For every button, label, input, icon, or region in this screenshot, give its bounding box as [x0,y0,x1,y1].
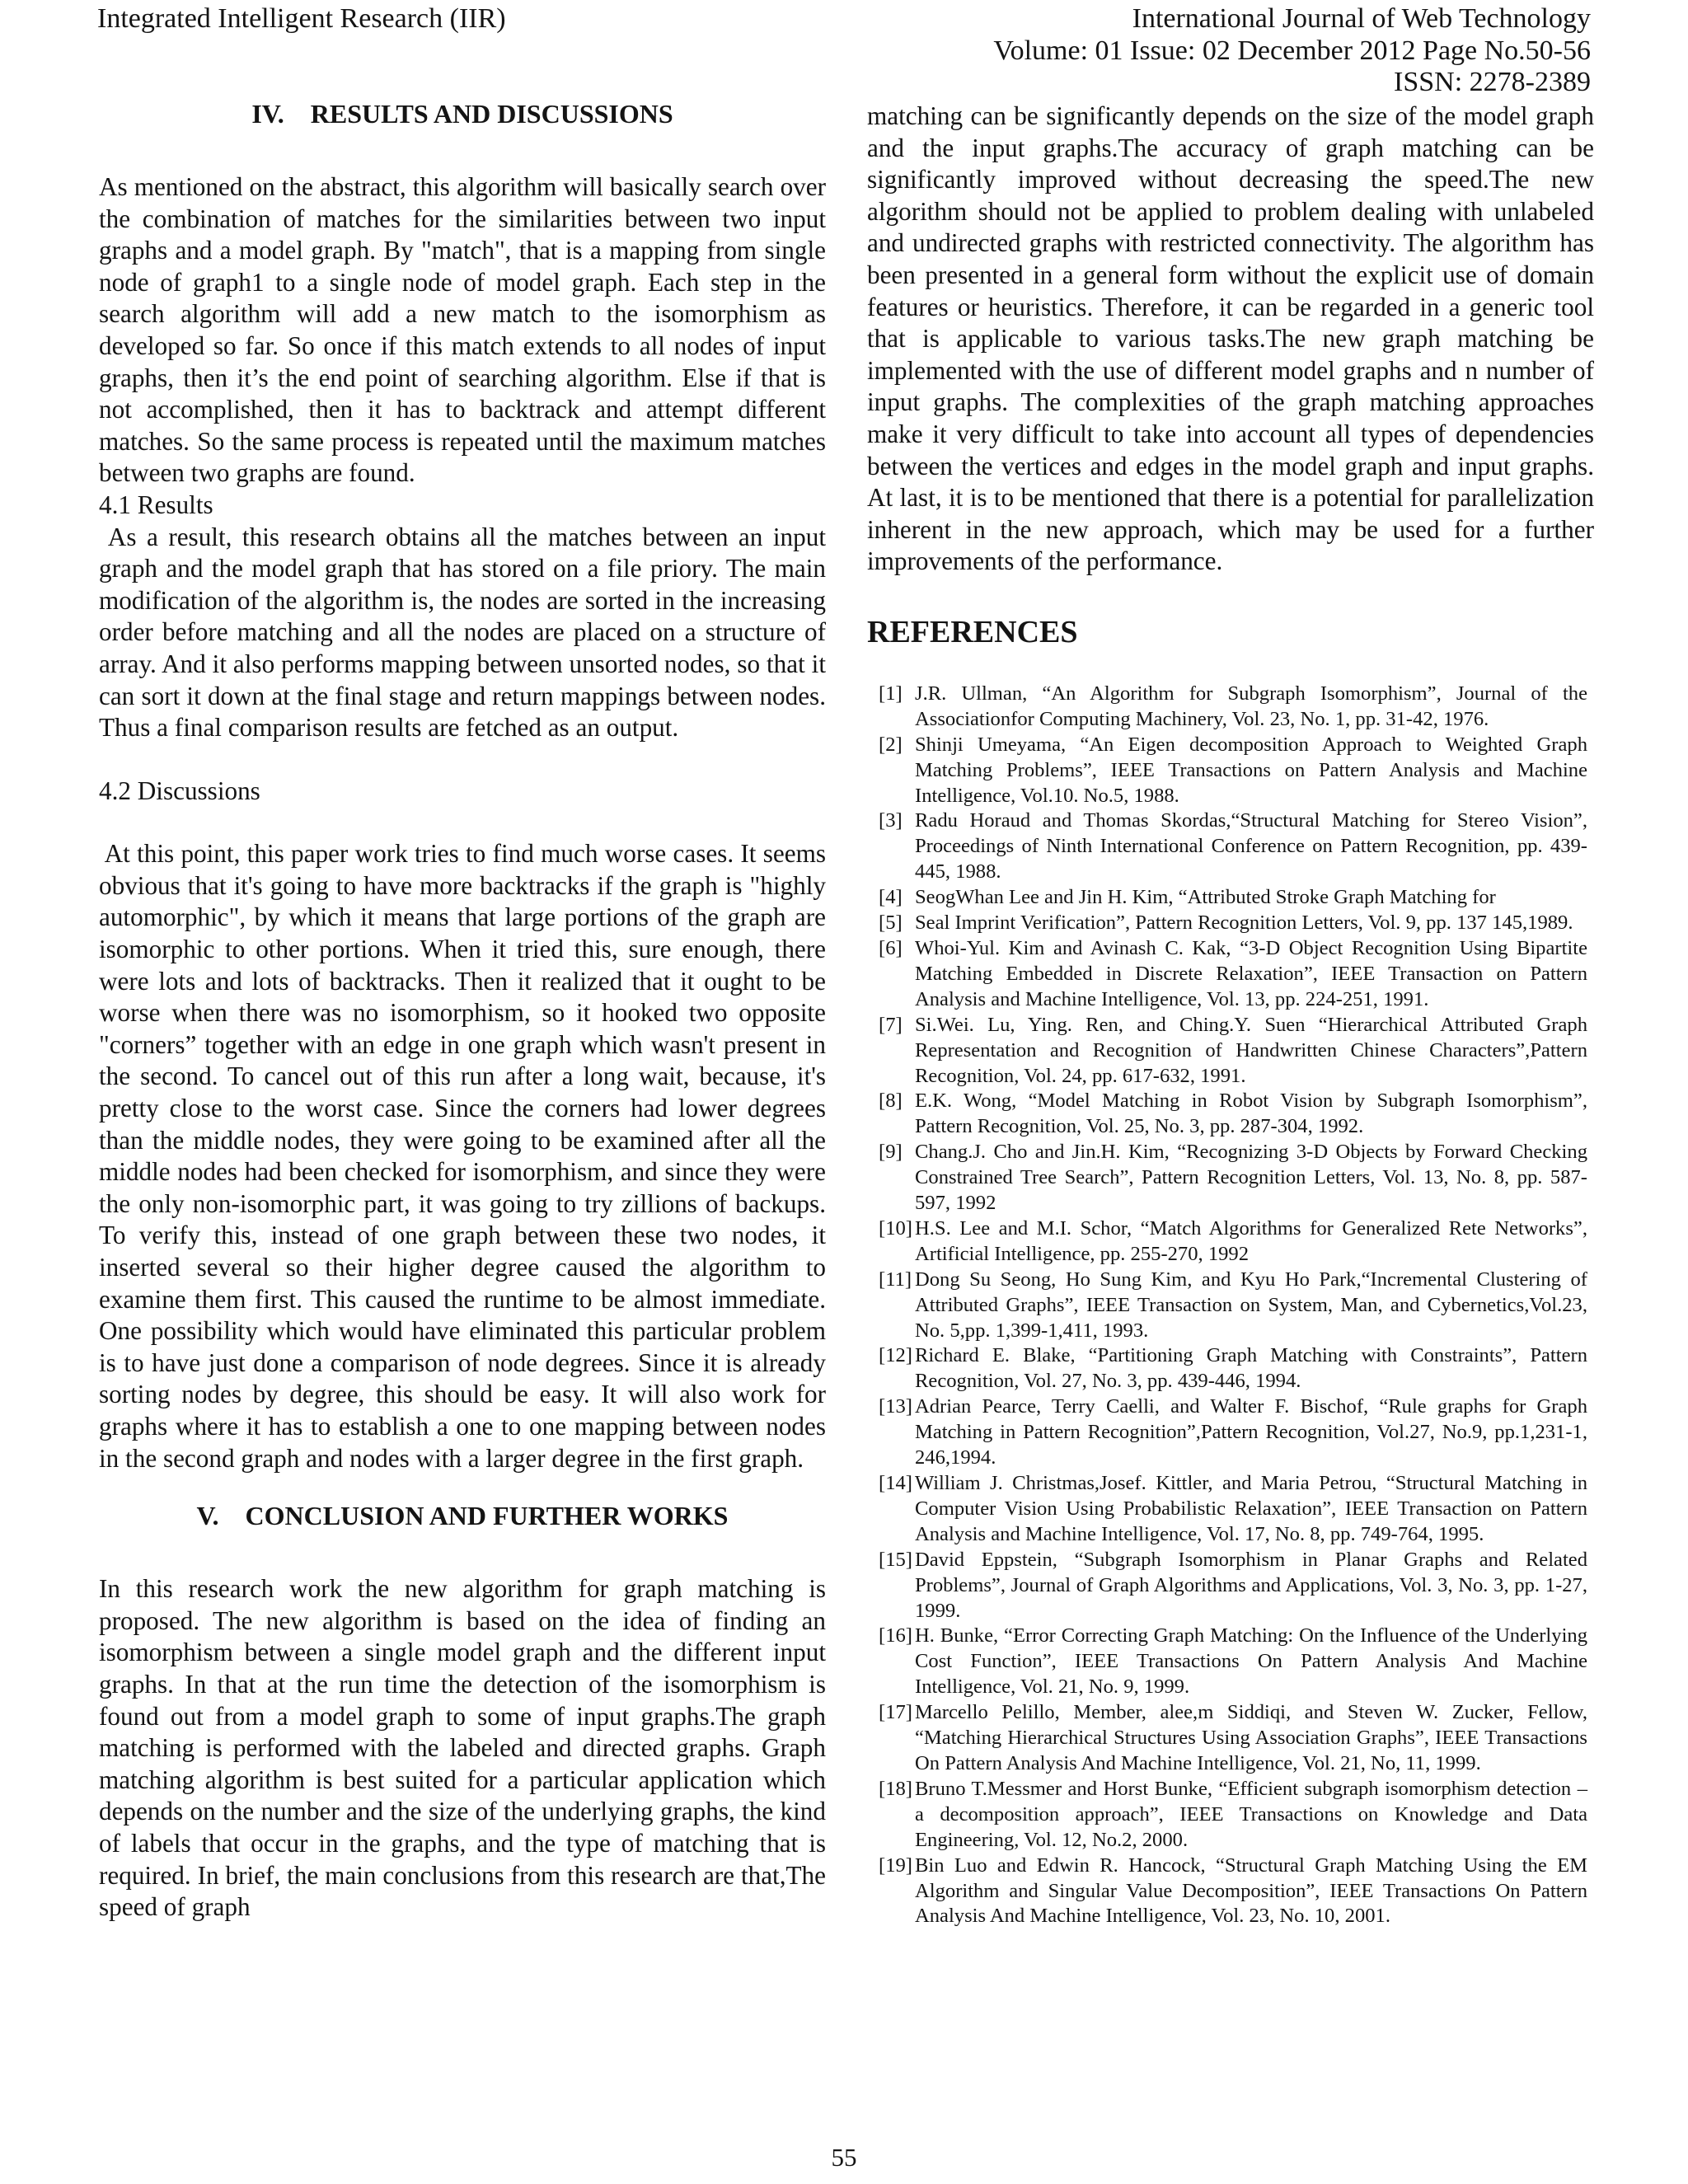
reference-text: Bin Luo and Edwin R. Hancock, “Structural Graph Matching Using the EM Algorithm and Singular Value Decomposition”, IEEE Transactions On Pattern Analysis And Machine Intelligence, Vol. 23, No. 10, 2001. [915,1854,1587,1928]
reference-item [867,1777,1594,1854]
reference-text: E.K. Wong, “Model Matching in Robot Vision by Subgraph Isomorphism”, Pattern Recognition, Vol. 25, No. 3, pp. 287-304, 1992. [915,1090,1587,1138]
subsection-4-1-body: As a result, this research obtains all the matches between an input graph and the model graph that has stored on a file priory. The main modification of the algorithm is, the nodes are sorted in the increasing order before matching and all the nodes are placed on a structure of array. And it also performs mapping between unsorted nodes, so that it can sort it down at the final stage and return mappings between nodes. Thus a final comparison results are fetched as an output. [99,522,826,743]
reference-text: Shinji Umeyama, “An Eigen decomposition Approach to Weighted Graph Matching Problems”, IEEE Transactions on Pattern Analysis and Machine Intelligence, Vol.10. No.5, 1988. [915,733,1587,807]
reference-text: Bruno T.Messmer and Horst Bunke, “Efficient subgraph isomorphism detection – a decomposition approach”, IEEE Transactions on Knowledge and Data Engineering, Vol. 12, No.2, 2000. [915,1777,1587,1851]
reference-item [867,808,1594,885]
reference-text: Dong Su Seong, Ho Sung Kim, and Kyu Ho Park,“Incremental Clustering of Attributed Graphs”, IEEE Transaction on System, Man, and Cybernetics,Vol.23, No. 5,pp. 1,399-1,411, 1993. [915,1268,1587,1342]
reference-item [867,682,1594,733]
reference-text: Si.Wei. Lu, Ying. Ren, and Ching.Y. Suen “Hierarchical Attributed Graph Representation and Recognition of Handwritten Chinese Characters”,Pattern Recognition, Vol. 24, pp. 617-632, 1991. [915,1013,1587,1087]
reference-number: [17] [879,1701,912,1724]
reference-item [867,1013,1594,1090]
reference-number: [3] [879,809,903,832]
reference-text: William J. Christmas,Josef. Kittler, and Maria Petrou, “Structural Matching in Computer Vision Using Probabilistic Relaxation”, IEEE Transaction on Pattern Analysis and Machine Intelligence, Vol. 17, No. 8, pp. 749-764, 1995. [915,1472,1587,1545]
reference-text: David Eppstein, “Subgraph Isomorphism in Planar Graphs and Related Problems”, Journal of Graph Algorithms and Applications, Vol. 3, No. 3, pp. 1-27, 1999. [915,1548,1587,1622]
reference-number: [6] [879,936,903,959]
reference-number: [11] [879,1268,912,1291]
reference-text: H.S. Lee and M.I. Schor, “Match Algorithms for Generalized Rete Networks”, Artificial Intelligence, pp. 255-270, 1992 [915,1216,1587,1265]
section-5-heading: V. CONCLUSION AND FURTHER WORKS [196,1501,729,1531]
reference-text: Whoi-Yul. Kim and Avinash C. Kak, “3-D Object Recognition Using Bipartite Matching Embedded in Discrete Relaxation”, IEEE Transaction on Pattern Analysis and Machine Intelligence, Vol. 13, pp. 224-251, 1991. [915,936,1587,1010]
reference-text: Adrian Pearce, Terry Caelli, and Walter F. Bischof, “Rule graphs for Graph Matching in Pattern Recognition”,Pattern Recognition, Vol.27, No.9, pp.1,231-1, 246,1994. [915,1395,1587,1469]
reference-number: [10] [879,1216,912,1240]
section-5-text-right: matching can be significantly depends on the size of the model graph and the input graphs.The accuracy of graph matching can be significantly improved without decreasing the speed.The new algorithm should not be applied to problem dealing with unlabeled and undirected graphs with restricted connectivity. The algorithm has been presented in a general form without the explicit use of domain features or heuristics. Therefore, it can be regarded in a generic tool that is applicable to various tasks.The new graph matching be implemented with the use of different model graphs and n number of input graphs. The complexities of the graph matching approaches make it very difficult to take into account all types of dependencies between the vertices and edges in the model graph and input graphs. At last, it is to be mentioned that there is a potential for parallelization inherent in the new approach, which may be used for a further improvements of the performance. [867,101,1594,576]
reference-item [867,911,1594,936]
reference-item [867,1854,1594,1930]
reference-text: Chang.J. Cho and Jin.H. Kim, “Recognizing 3-D Objects by Forward Checking Constrained Tree Search”, Pattern Recognition Letters, Vol. 13, No. 8, pp. 587-597, 1992 [915,1141,1587,1215]
reference-item [867,936,1594,1013]
subsection-4-2-title: 4.2 Discussions [99,776,260,805]
journal-publisher: Integrated Intelligent Research (IIR) [97,3,506,34]
reference-number: [9] [879,1141,903,1164]
reference-item [867,733,1594,809]
journal-issn: ISSN: 2278-2389 [1394,67,1591,97]
references-heading: REFERENCES [867,614,1078,649]
left-column [99,97,826,1924]
reference-item [867,1140,1594,1216]
journal-title: International Journal of Web Technology [1132,3,1591,34]
reference-text: Seal Imprint Verification”, Pattern Recognition Letters, Vol. 9, pp. 137 145,1989. [915,912,1573,935]
subsection-4-1-title: 4.1 Results [99,490,213,519]
reference-text: H. Bunke, “Error Correcting Graph Matching: On the Influence of the Underlying Cost Function”, IEEE Transactions On Pattern Analysis And Machine Intelligence, Vol. 21, No. 9, 1999. [915,1624,1587,1699]
reference-number: [16] [879,1624,912,1647]
section-4-intro: As mentioned on the abstract, this algorithm will basically search over the combination of matches for the similarities between two input graphs and a model graph. By "match", that is a mapping from single node of graph1 to a single node of model graph. Each step in the search algorithm will add a new match to the isomorphism as developed so far. So once if this match extends to all nodes of input graphs, then it’s the end point of searching algorithm. Else if that is not accomplished, then it has to backtrack and attempt different matches. So the same process is repeated until the maximum matches between two graphs are found. [99,172,826,488]
reference-item [867,1268,1594,1344]
reference-number: [15] [879,1548,912,1571]
journal-info [849,3,1591,99]
reference-item [867,1548,1594,1624]
reference-number: [7] [879,1013,903,1036]
reference-number: [2] [879,733,903,756]
reference-number: [4] [879,886,903,909]
reference-item [867,1343,1594,1394]
reference-item [867,885,1594,911]
journal-volume-issue: Volume: 01 Issue: 02 December 2012 Page No.50-56 [993,35,1591,66]
reference-number: [18] [879,1777,912,1800]
reference-number: [13] [879,1395,912,1418]
section-5-text-left: In this research work the new algorithm for graph matching is proposed. The new algorithm is based on the idea of finding an isomorphism between a single model graph and the different input graphs. In that at the run time the detection of the isomorphism is found out from a model graph to some of input graphs.The graph matching is performed with the labeled and directed graphs. Graph matching algorithm is best suited for a particular application which depends on the number and the size of the underlying graphs, the kind of labels that occur in the graphs, and the type of matching that is required. In brief, the main conclusions from this research are that,The speed of graph [99,1574,826,1922]
subsection-4-1-text [99,522,826,744]
reference-item [867,1624,1594,1700]
reference-number: [12] [879,1344,912,1367]
page-number: 55 [831,2143,857,2172]
reference-item [867,1471,1594,1548]
reference-text: J.R. Ullman, “An Algorithm for Subgraph Isomorphism”, Journal of the Associationfor Computing Machinery, Vol. 23, No. 1, pp. 31-42, 1976. [915,682,1587,730]
reference-number: [8] [879,1090,903,1113]
reference-text: Radu Horaud and Thomas Skordas,“Structural Matching for Stereo Vision”, Proceedings of Ninth International Conference on Pattern Recognition, pp. 439-445, 1988. [915,809,1587,883]
subsection-4-2-text [99,838,826,1474]
reference-text: Richard E. Blake, “Partitioning Graph Matching with Constraints”, Pattern Recognition, Vol. 27, No. 3, pp. 439-446, 1994. [915,1344,1587,1393]
reference-text: SeogWhan Lee and Jin H. Kim, “Attributed Stroke Graph Matching for [915,886,1496,909]
reference-number: [14] [879,1472,912,1494]
right-column [867,101,1594,1929]
section-4-heading: IV. RESULTS AND DISCUSSIONS [251,99,673,129]
reference-text: Marcello Pelillo, Member, alee,m Siddiqi, and Steven W. Zucker, Fellow, “Matching Hierarchical Structures Using Association Graphs”, IEEE Transactions On Pattern Analysis And Machine Intelligence, Vol. 21, No, 11, 1999. [915,1701,1587,1774]
reference-item [867,1394,1594,1471]
reference-item [867,1216,1594,1268]
references-list [867,682,1594,1929]
reference-number: [5] [879,912,903,935]
subsection-4-2-body: At this point, this paper work tries to find much worse cases. It seems obvious that it's going to have more backtracks if the graph is "highly automorphic", by which it means that large portions of the graph are isomorphic to other portions. When it tried this, sure enough, there were lots and lots of backtracks. Then it realized that it ought to be worse when there was no isomorphism, so it hooked two opposite "corners” together with an edge in one graph which wasn't present in the second. To cancel out of this run after a long wait, because, it's pretty close to the worst case. Since the corners had lower degrees than the middle nodes, they were going to be examined after all the middle nodes had been checked for isomorphism, and since they were the only non-isomorphic part, it was going to try zillions of backups. To verify this, instead of one graph between these two nodes, it inserted several so their higher degree caused the algorithm to examine them first. This caused the runtime to be almost immediate. One possibility which would have eliminated this particular problem is to have just done a comparison of node degrees. Since it is already sorting nodes by degree, this should be easy. It will also work for graphs where it has to establish a one to one mapping between nodes in the second graph and nodes with a larger degree in the first graph. [99,839,826,1473]
reference-number: [1] [879,682,903,705]
reference-item [867,1700,1594,1777]
reference-number: [19] [879,1854,912,1877]
reference-item [867,1089,1594,1140]
